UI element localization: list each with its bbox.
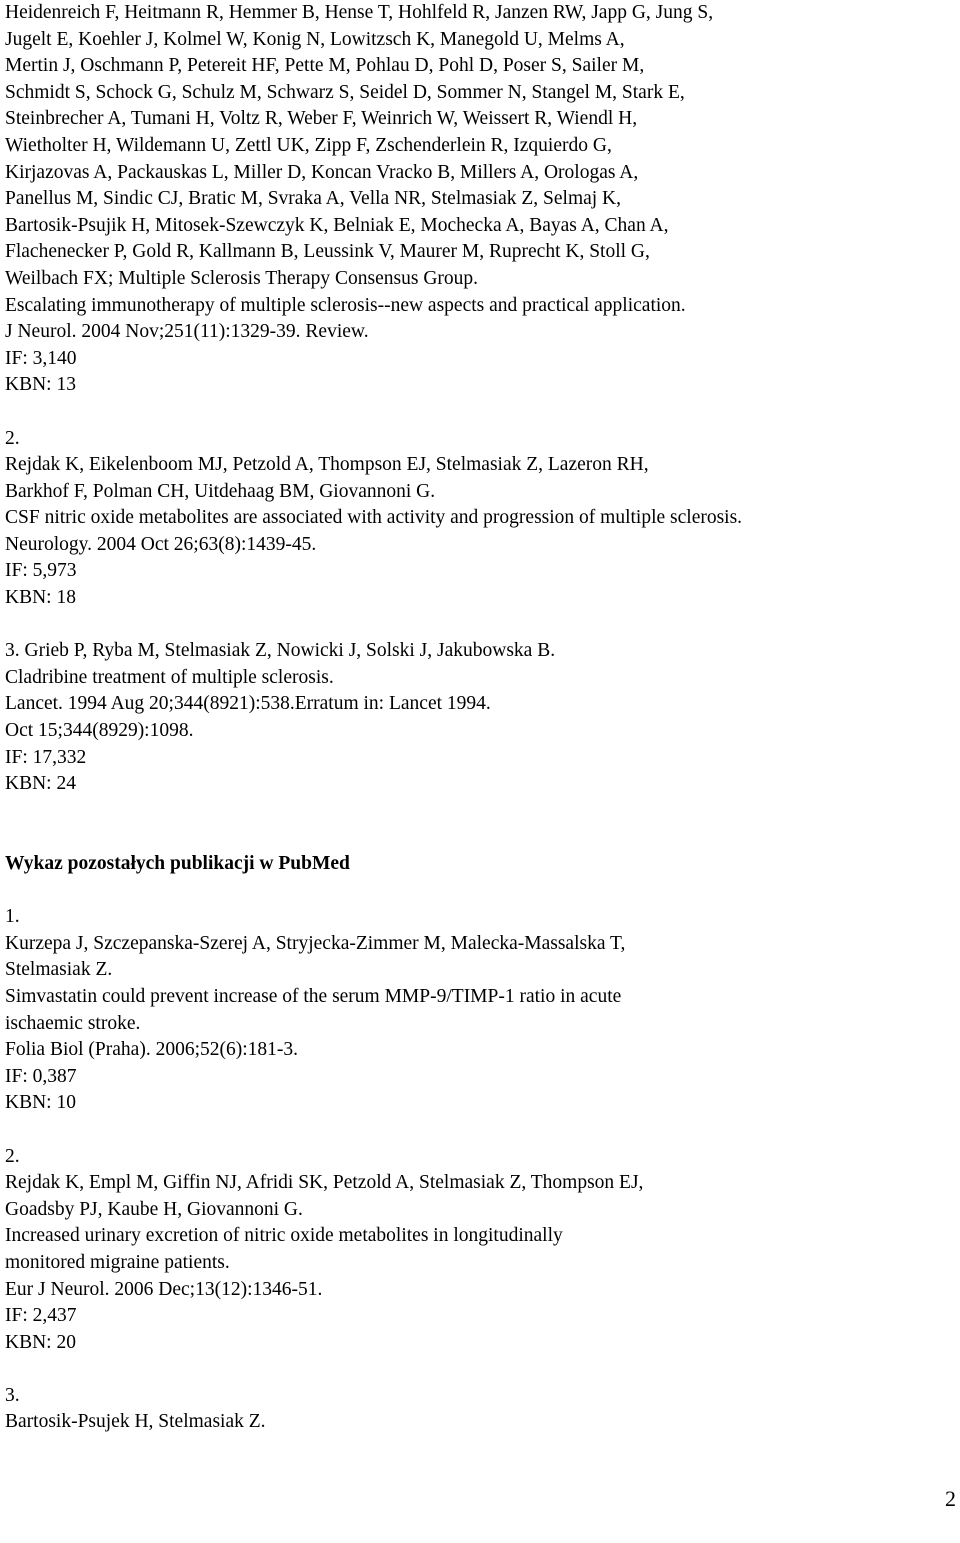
author-line: Wietholter H, Wildemann U, Zettl UK, Zipp F, Zschenderlein R, Izquierdo G, bbox=[5, 134, 612, 156]
publication-citation: Eur J Neurol. 2006 Dec;13(12):1346-51. bbox=[5, 1278, 323, 1300]
entry-number: 1. bbox=[5, 906, 20, 928]
entry-number: 2. bbox=[5, 1145, 20, 1167]
author-line: Kirjazovas A, Packauskas L, Miller D, Koncan Vracko B, Millers A, Orologas A, bbox=[5, 161, 639, 183]
author-line: Kurzepa J, Szczepanska-Szerej A, Stryjecka-Zimmer M, Malecka-Massalska T, bbox=[5, 932, 626, 954]
publication-entry bbox=[5, 426, 955, 612]
entry-number: 3. bbox=[5, 1384, 20, 1406]
publication-entry bbox=[5, 904, 955, 1117]
impact-factor: IF: 2,437 bbox=[5, 1305, 77, 1327]
impact-factor: IF: 17,332 bbox=[5, 746, 87, 768]
author-line: Jugelt E, Koehler J, Kolmel W, Konig N, Lowitzsch K, Manegold U, Melms A, bbox=[5, 28, 625, 50]
publication-citation: Neurology. 2004 Oct 26;63(8):1439-45. bbox=[5, 533, 317, 555]
publication-entry bbox=[5, 0, 955, 399]
author-line: Heidenreich F, Heitmann R, Hemmer B, Hense T, Hohlfeld R, Janzen RW, Japp G, Jung S, bbox=[5, 2, 714, 23]
author-line: Rejdak K, Empl M, Giffin NJ, Afridi SK, Petzold A, Stelmasiak Z, Thompson EJ, bbox=[5, 1172, 644, 1194]
publication-title: CSF nitric oxide metabolites are associated with activity and progression of multiple sclerosis. bbox=[5, 507, 743, 529]
publication-citation: Folia Biol (Praha). 2006;52(6):181-3. bbox=[5, 1039, 299, 1061]
author-line: Bartosik-Psujik H, Mitosek-Szewczyk K, Belniak E, Mochecka A, Bayas A, Chan A, bbox=[5, 214, 669, 236]
author-line: Goadsby PJ, Kaube H, Giovannoni G. bbox=[5, 1198, 303, 1220]
publication-title: ischaemic stroke. bbox=[5, 1012, 141, 1034]
author-line: Mertin J, Oschmann P, Petereit HF, Pette M, Pohlau D, Pohl D, Poser S, Sailer M, bbox=[5, 55, 645, 77]
author-line: Barkhof F, Polman CH, Uitdehaag BM, Giovannoni G. bbox=[5, 480, 436, 502]
publication-title: Escalating immunotherapy of multiple sclerosis--new aspects and practical application. bbox=[5, 294, 686, 316]
kbn-score: KBN: 13 bbox=[5, 374, 76, 396]
kbn-score: KBN: 18 bbox=[5, 587, 76, 609]
publication-title: Increased urinary excretion of nitric oxide metabolites in longitudinally bbox=[5, 1225, 563, 1247]
publication-title: Simvastatin could prevent increase of the serum MMP-9/TIMP-1 ratio in acute bbox=[5, 985, 622, 1007]
author-line: Bartosik-Psujek H, Stelmasiak Z. bbox=[5, 1411, 266, 1433]
publication-title: monitored migraine patients. bbox=[5, 1251, 230, 1273]
author-line: Weilbach FX; Multiple Sclerosis Therapy Consensus Group. bbox=[5, 267, 479, 289]
impact-factor: IF: 5,973 bbox=[5, 560, 77, 582]
entry-number-authors: 3. Grieb P, Ryba M, Stelmasiak Z, Nowicki J, Solski J, Jakubowska B. bbox=[5, 640, 556, 662]
author-line: Panellus M, Sindic CJ, Bratic M, Svraka A, Vella NR, Stelmasiak Z, Selmaj K, bbox=[5, 188, 622, 210]
document-page bbox=[5, 0, 955, 1436]
impact-factor: IF: 3,140 bbox=[5, 347, 77, 369]
kbn-score: KBN: 20 bbox=[5, 1331, 76, 1353]
author-line: Flachenecker P, Gold R, Kallmann B, Leussink V, Maurer M, Ruprecht K, Stoll G, bbox=[5, 241, 650, 263]
publication-entry bbox=[5, 638, 955, 798]
author-line: Schmidt S, Schock G, Schulz M, Schwarz S, Seidel D, Sommer N, Stangel M, Stark E, bbox=[5, 81, 685, 103]
page-number: 2 bbox=[945, 1486, 956, 1511]
author-line: Rejdak K, Eikelenboom MJ, Petzold A, Thompson EJ, Stelmasiak Z, Lazeron RH, bbox=[5, 454, 649, 476]
publication-entry bbox=[5, 1383, 955, 1436]
section-heading: Wykaz pozostałych publikacji w PubMed bbox=[5, 853, 350, 874]
entry-number: 2. bbox=[5, 427, 20, 449]
kbn-score: KBN: 10 bbox=[5, 1092, 76, 1114]
publication-citation: Lancet. 1994 Aug 20;344(8921):538.Erratum in: Lancet 1994. bbox=[5, 693, 491, 715]
publication-entry bbox=[5, 1144, 955, 1357]
impact-factor: IF: 0,387 bbox=[5, 1065, 77, 1087]
publication-citation: J Neurol. 2004 Nov;251(11):1329-39. Review. bbox=[5, 321, 369, 343]
kbn-score: KBN: 24 bbox=[5, 773, 76, 795]
author-line: Stelmasiak Z. bbox=[5, 959, 113, 981]
publication-citation: Oct 15;344(8929):1098. bbox=[5, 720, 194, 742]
publication-title: Cladribine treatment of multiple sclerosis. bbox=[5, 666, 334, 688]
author-line: Steinbrecher A, Tumani H, Voltz R, Weber F, Weinrich W, Weissert R, Wiendl H, bbox=[5, 108, 638, 130]
